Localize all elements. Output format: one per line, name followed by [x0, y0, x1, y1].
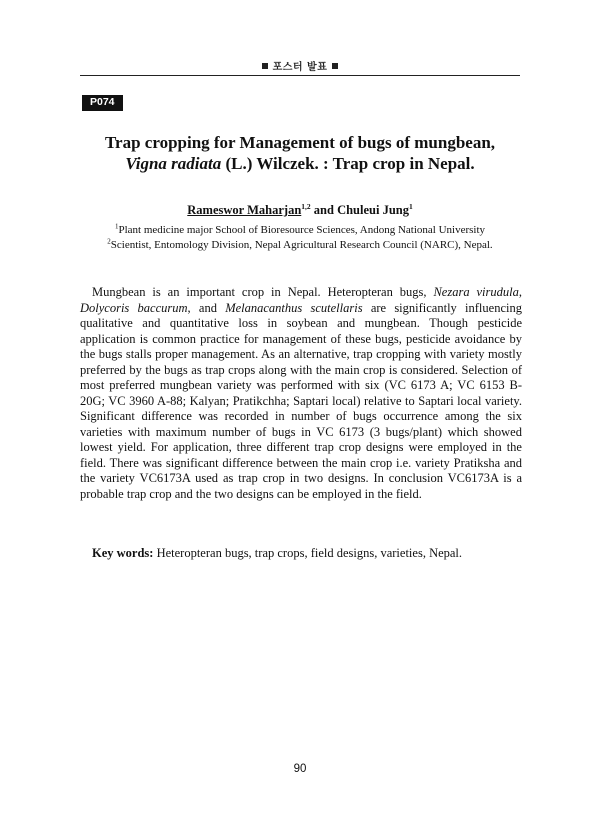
affiliation-line	[60, 238, 540, 253]
affiliation-mark: 1	[114, 222, 119, 231]
author-affiliation-mark: 1,2	[301, 201, 311, 211]
abstract-text: Mungbean is an important crop in Nepal. Heteropteran bugs,	[92, 285, 434, 299]
author-name: Rameswor Maharjan	[187, 203, 302, 217]
species-name: Nezara virudula	[433, 285, 519, 299]
paper-code-badge: P074	[82, 95, 123, 111]
author-list	[60, 202, 540, 218]
species-name: Dolycoris baccurum	[80, 300, 188, 315]
affiliation-line	[60, 223, 540, 238]
keywords-text: Heteropteran bugs, trap crops, field designs, varieties, Nepal.	[153, 546, 463, 560]
page-number: 90	[293, 763, 307, 775]
affiliation-text: Plant medicine major School of Bioresource Sciences, Andong National University	[118, 224, 486, 236]
abstract-text: , and	[187, 300, 226, 315]
keywords-label: Key words:	[92, 546, 154, 560]
paper-title	[60, 132, 540, 174]
header-divider	[80, 75, 520, 76]
author-name: Chuleui Jung	[337, 203, 409, 217]
species-name: Melanacanthus scutellaris	[225, 300, 363, 315]
title-line-1: Trap cropping for Management of bugs of mungbean,	[104, 133, 496, 152]
author-affiliation-mark: 1	[408, 201, 413, 211]
title-species-name: Vigna radiata	[125, 154, 222, 173]
affiliation-text: Scientist, Entomology Division, Nepal Agricultural Research Council (NARC), Nepal.	[110, 238, 493, 251]
square-bullet-icon	[332, 63, 338, 69]
affiliation-mark: 2	[107, 236, 111, 245]
abstract-text: are significantly influencing qualitative and quantitative loss in soybean and mungbean. Though pesticide application is common practice for management of these bugs, pesticide avoidance by the bugs stalls proper management. As an alternative, trap cropping with variety mostly preferred by the bugs as trap crops along with the main crop is considered. Selection of most preferred mungbean variety was performed with six (VC 6173 A; VC 6153 B-20G; VC 3960 A-88; Kalyan; Pratikchha; Saptari local) relative to Saptari local variety. Significant difference was recorded in number of bugs occurrence among the six varieties with maximum number of bugs in VC 6173 (3 bugs/plant) which showed lowest yield. For application, three different trap crop designs were employed in the field. There was significant difference between the main crop i.e. variety Pratiksha and the variety VC6173A used as trap crop in two designs. In conclusion VC6173A is a probable trap crop and the two designs can be employed in the field.	[80, 300, 522, 501]
abstract-text: ,	[518, 285, 522, 299]
section-header	[0, 58, 600, 73]
author-connector: and	[310, 203, 338, 217]
affiliations	[60, 223, 540, 252]
keywords-paragraph	[80, 546, 522, 562]
title-line-2-rest: (L.) Wilczek. : Trap crop in Nepal.	[221, 154, 475, 173]
section-label: 포스터 발표	[272, 62, 328, 73]
abstract-paragraph	[80, 285, 522, 502]
square-bullet-icon	[262, 63, 268, 69]
